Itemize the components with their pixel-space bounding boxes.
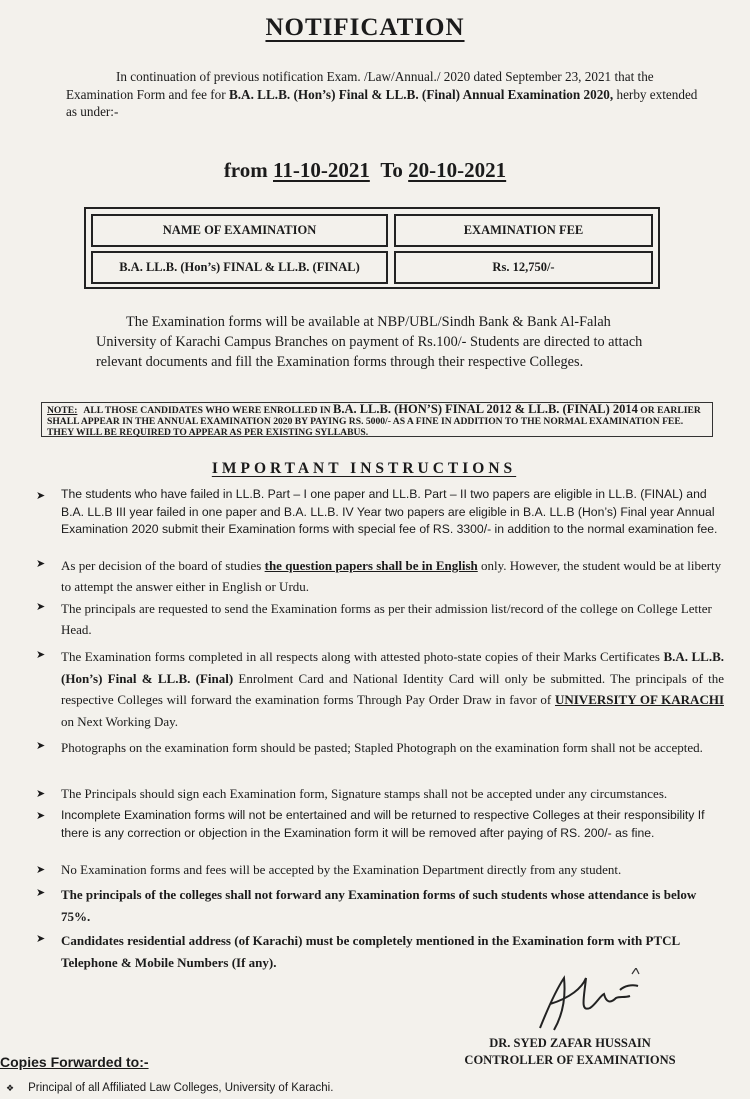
availability-paragraph — [96, 312, 656, 372]
instruction-item — [36, 785, 724, 803]
instruction-item — [36, 555, 724, 597]
arrow-bullet-icon: ➤ — [36, 863, 46, 876]
item2-underlined: the question papers shall be in English — [264, 558, 478, 573]
instruction-text: Candidates residential address (of Karachi) must be completely mentioned in the Examination form with PTCL Telephone & Mobile Numbers (If any). — [61, 933, 680, 970]
cell-exam-fee: Rs. 12,750/- — [394, 251, 653, 284]
note-box — [41, 402, 713, 437]
instruction-item — [36, 486, 724, 539]
header-exam-name: NAME OF EXAMINATION — [91, 214, 388, 247]
arrow-bullet-icon: ➤ — [36, 932, 46, 945]
notification-title — [0, 14, 730, 42]
arrow-bullet-icon: ➤ — [36, 557, 46, 570]
note-label: NOTE: — [47, 405, 78, 416]
arrow-bullet-icon: ➤ — [36, 886, 46, 899]
item2-part-a: As per decision of the board of studies — [61, 558, 265, 573]
arrow-bullet-icon: ➤ — [36, 787, 46, 800]
title-text: NOTIFICATION — [265, 14, 465, 41]
handwritten-signature — [520, 968, 660, 1038]
instruction-text — [61, 555, 724, 597]
signatory-designation: CONTROLLER OF EXAMINATIONS — [464, 1053, 676, 1067]
diamond-bullet-icon: ❖ — [6, 1083, 15, 1093]
note-part1: ALL THOSE CANDIDATES WHO WERE ENROLLED IN — [83, 405, 333, 416]
intro-paragraph — [66, 68, 706, 121]
arrow-bullet-icon: ➤ — [36, 809, 46, 822]
instruction-text: The principals are requested to send the Examination forms as per their admission list/record of the college on College Letter Head. — [61, 601, 712, 637]
to-label: To — [380, 158, 403, 182]
copies-heading: Copies Forwarded to:- — [0, 1054, 149, 1070]
instruction-text: The students who have failed in LL.B. Part – I one paper and LL.B. Part – II two papers are eligible in LL.B. (FINAL) and B.A. LL.B III year failed in one paper and B.A. LL.B. IV Year two papers are eligible in B.A. LL.B (Hon’s) Final year Annual Examination 2020 submit their Examination forms with special fee of RS. 3300/- in addition to the normal examination fee. — [61, 487, 718, 536]
arrow-bullet-icon: ➤ — [36, 648, 46, 661]
instruction-item — [36, 598, 724, 640]
instructions-heading — [0, 460, 728, 478]
instruction-text: No Examination forms and fees will be accepted by the Examination Department directly from any student. — [61, 862, 622, 877]
note-part2: OR EARLIER SHALL APPEAR IN THE ANNUAL EXAMINATION 2020 BY PAYING RS. 5000/- AS A FINE IN ADDITION TO THE NORMAL EXAMINATION FEE. THEY WILL BE REQUIRED TO APPEAR AS PER EXISTING SYLLABUS. — [47, 405, 701, 438]
copies-list-item — [6, 1082, 333, 1094]
date-range — [0, 158, 730, 183]
cell-exam-name: B.A. LL.B. (Hon’s) FINAL & LL.B. (FINAL) — [91, 251, 388, 284]
signatory-name: DR. SYED ZAFAR HUSSAIN — [489, 1036, 651, 1050]
note-bold: B.A. LL.B. (HON’S) FINAL 2012 & LL.B. (FINAL) 2014 — [332, 402, 638, 416]
item4-bold: B.A. LL.B. (Hon’s) Final & LL.B. (Final) — [61, 649, 725, 686]
instruction-text: The principals of the colleges shall not forward any Examination forms of such students whose attendance is below 75%. — [61, 887, 697, 924]
item4-university: UNIVERSITY OF KARACHI — [554, 692, 724, 707]
copy-item-text: Principal of all Affiliated Law Colleges, University of Karachi. — [28, 1082, 334, 1094]
intro-bold: B.A. LL.B. (Hon’s) Final & LL.B. (Final) Annual Examination 2020, — [228, 86, 614, 102]
from-label: from — [223, 158, 268, 182]
instruction-text: Photographs on the examination form should be pasted; Stapled Photograph on the examination form shall not be accepted. — [61, 740, 703, 755]
item2-part-c: only. However, the student would be at liberty to attempt the answer either in English or Urdu. — [61, 558, 722, 594]
item4-part-e: on Next Working Day. — [61, 713, 179, 729]
to-date: 20-10-2021 — [408, 158, 507, 182]
intro-part2: herby extended as under:- — [66, 86, 698, 119]
from-date: 11-10-2021 — [273, 158, 370, 182]
instruction-item — [36, 646, 724, 732]
availability-text: The Examination forms will be available at NBP/UBL/Sindh Bank & Bank Al-Falah University of Karachi Campus Branches on payment of Rs.100/- Students are directed to attach relevant documents and fill the Examination forms through their respective Colleges. — [96, 314, 643, 370]
instruction-item — [36, 737, 724, 758]
item4-part-c: Enrolment Card and National Identity Card will only be submitted. The principals of the respective Colleges will forward the examination forms Through Pay Order Draw in favor of — [61, 670, 725, 707]
instructions-heading-text: IMPORTANT INSTRUCTIONS — [211, 460, 517, 477]
instruction-item — [36, 807, 724, 842]
intro-part1: In continuation of previous notification Exam. /Law/Annual./ 2020 dated September 23, 2021 that the Examination Form and fee for — [66, 69, 654, 102]
arrow-bullet-icon: ➤ — [36, 600, 46, 613]
header-exam-fee: EXAMINATION FEE — [394, 214, 653, 247]
item4-part-a: The Examination forms completed in all respects along with attested photo-state copies of their Marks Certificates — [61, 649, 664, 664]
signatory — [420, 1035, 720, 1069]
instruction-item — [36, 884, 724, 928]
instruction-text: Incomplete Examination forms will not be entertained and will be returned to respective Colleges at their responsibility If there is any correction or objection in the Examination form it will be removed after paying of RS. 200/- as fine. — [61, 808, 705, 840]
instruction-text — [61, 646, 724, 732]
arrow-bullet-icon: ➤ — [36, 489, 46, 502]
fee-table — [84, 207, 660, 289]
instruction-text: The Principals should sign each Examination form, Signature stamps shall not be accepted under any circumstances. — [61, 786, 668, 801]
arrow-bullet-icon: ➤ — [36, 739, 46, 752]
instruction-item — [36, 861, 724, 879]
